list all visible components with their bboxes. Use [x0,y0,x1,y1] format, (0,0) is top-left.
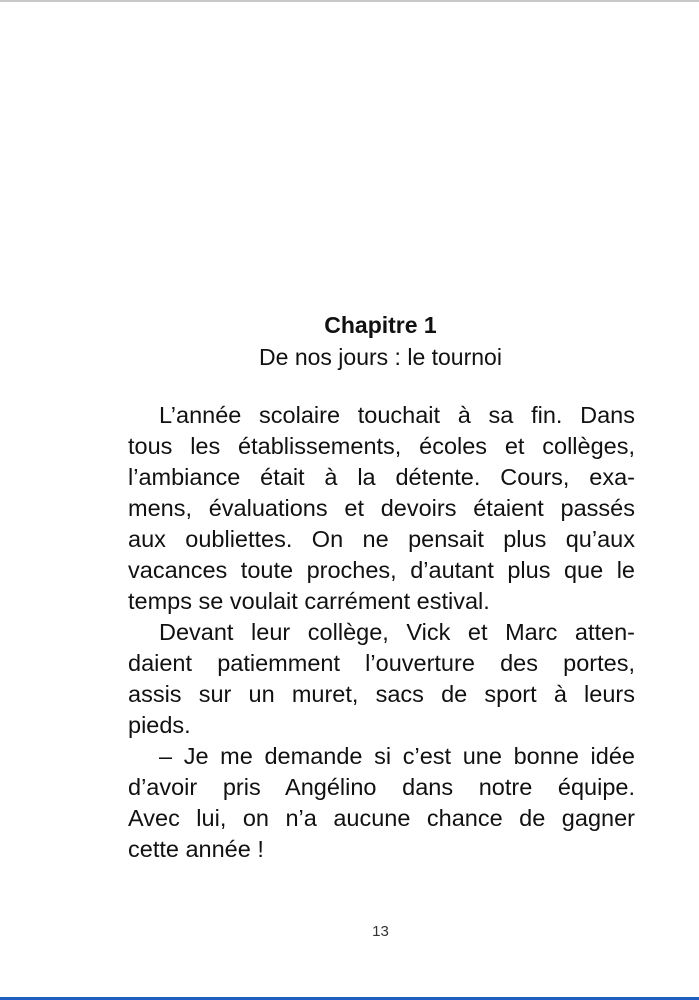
chapter-subtitle: De nos jours : le tournoi [259,344,502,370]
text-line: mens, évaluations et devoirs étaient passés [128,495,635,521]
text-line: tous les établissements, écoles et collèges, [128,433,635,459]
paragraph [128,617,635,741]
text-line: aux oubliettes. On ne pensait plus qu’aux [128,526,635,552]
text-line: temps se voulait carrément estival. [128,588,490,614]
text-line: Devant leur collège, Vick et Marc atten- [159,619,635,645]
text-line: – Je me demande si c’est une bonne idée [159,743,635,769]
text-line: l’ambiance était à la détente. Cours, exa- [128,464,635,490]
text-line: L’année scolaire touchait à sa fin. Dans [159,402,635,428]
text-line: d’avoir pris Angélino dans notre équipe. [128,774,635,800]
text-line: Avec lui, on n’a aucune chance de gagner [128,805,635,831]
chapter-title: Chapitre 1 [324,312,437,338]
text-line: pieds. [128,712,191,738]
text-line: assis sur un muret, sacs de sport à leurs [128,681,635,707]
text-line: vacances toute proches, d’autant plus que le [128,557,635,583]
text-line: daient patiemment l’ouverture des portes, [128,650,635,676]
text-line: cette année ! [128,836,264,862]
paragraph [128,400,635,617]
paragraph [128,741,635,865]
page-number: 13 [372,923,389,940]
body-text [128,400,635,865]
